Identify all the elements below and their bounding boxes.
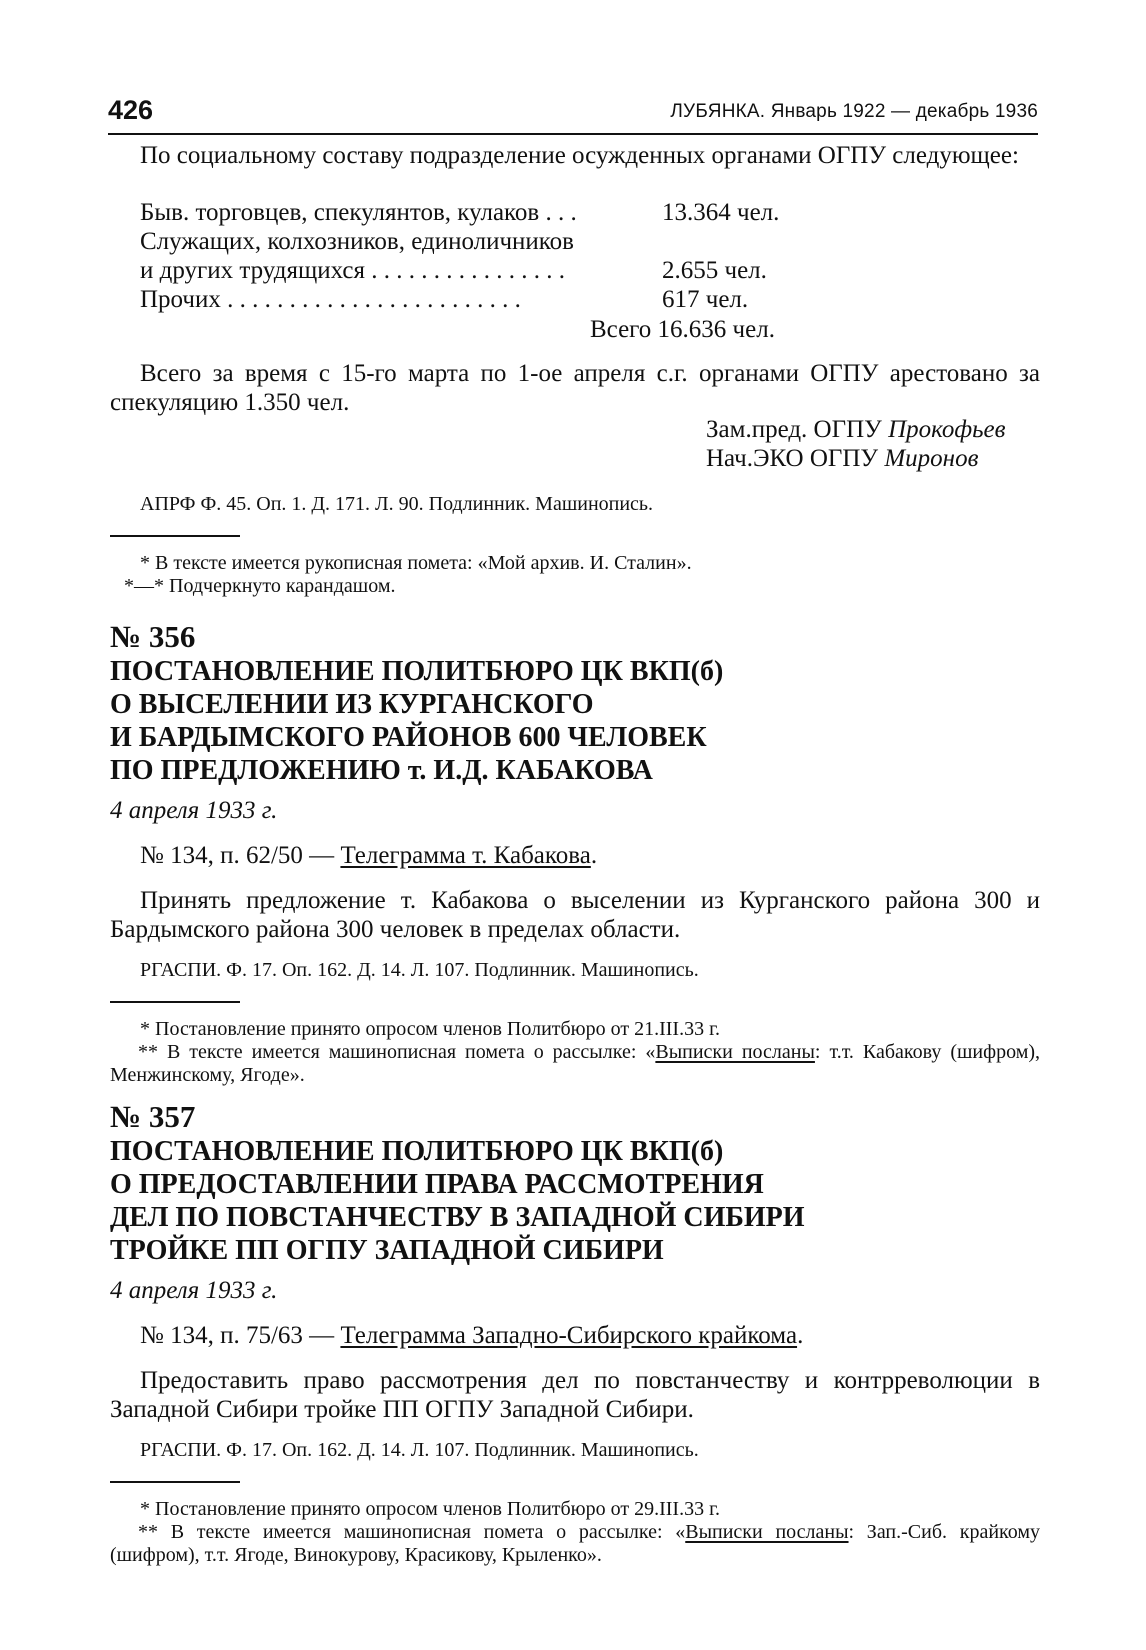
footnote [110,1521,1040,1567]
archive-source: АПРФ Ф. 45. Оп. 1. Д. 171. Л. 90. Подлинник. Машинопись. [140,493,654,515]
list-item [140,198,780,227]
footnote-text: ** В тексте имеется машинописная помета о рассылке: « [138,1521,686,1543]
title-line: О ВЫСЕЛЕНИИ ИЗ КУРГАНСКОГО [110,689,594,720]
signature-name: Миронов [884,445,979,472]
signature-position: Зам.пред. ОГПУ [706,416,882,443]
document-number: № 356 [110,619,196,654]
signature-name: Прокофьев [888,416,1006,443]
footnote-divider [110,1001,240,1003]
list-item-value: 2.655 чел. [662,257,767,284]
page-header [108,95,1038,135]
title-line: И БАРДЫМСКОГО РАЙОНОВ 600 ЧЕЛОВЕК [110,722,707,753]
list-item [140,227,780,256]
list-item-value: 617 чел. [662,286,749,313]
reference-number: № 134, п. 75/63 — [140,1322,341,1349]
signature-line [706,415,1005,444]
running-title: ЛУБЯНКА. Январь 1922 — декабрь 1936 [670,101,1038,122]
list-item-label: Служащих, колхозников, единоличников [140,228,574,255]
protocol-reference [140,1321,803,1350]
telegram-reference: Телеграмма Западно-Сибирского крайкома [340,1322,798,1349]
footnote-divider [110,535,240,537]
footnote: * В тексте имеется рукописная помета: «Мой архив. И. Сталин». [140,552,692,574]
footnote: *—* Подчеркнуто карандашом. [124,575,396,597]
list-item-value: 13.364 чел. [662,199,780,226]
title-line: ДЕЛ ПО ПОВСТАНЧЕСТВУ В ЗАПАДНОЙ СИБИРИ [110,1202,805,1233]
title-line: ПО ПРЕДЛОЖЕНИЮ т. И.Д. КАБАКОВА [110,755,653,786]
document-title [110,1135,1040,1267]
title-line: ПОСТАНОВЛЕНИЕ ПОЛИТБЮРО ЦК ВКП(б) [110,656,724,687]
document-number: № 357 [110,1099,196,1134]
page-number: 426 [108,95,154,125]
list-item [140,256,780,285]
leader-dots: . . . . . . . . . . . . . . . . . . . . . . . . [227,286,521,313]
telegram-reference: Телеграмма т. Кабакова [340,842,591,869]
title-line: ТРОЙКЕ ПП ОГПУ ЗАПАДНОЙ СИБИРИ [110,1235,664,1266]
footnote-underlined: Выписки посланы [655,1041,815,1063]
footnote-underlined: Выписки посланы [685,1521,849,1543]
title-line: О ПРЕДОСТАВЛЕНИИ ПРАВА РАССМОТРЕНИЯ [110,1169,764,1200]
intro-paragraph: По социальному составу подразделение осужденных органами ОГПУ следующее: [140,142,1019,169]
arrests-paragraph: Всего за время с 15-го марта по 1-ое апреля с.г. органами ОГПУ арестовано за спекуляцию 1.350 чел. [110,360,1040,416]
footnote-text: ** В тексте имеется машинописная помета о рассылке: « [138,1041,656,1063]
total-line: Всего 16.636 чел. [590,316,775,343]
resolution-text: Принять предложение т. Кабакова о выселении из Курганского района 300 и Бардымского района 300 человек в пределах области. [110,887,1040,943]
reference-end: . [590,842,598,869]
footnote: * Постановление принято опросом членов Политбюро от 29.III.33 г. [140,1498,721,1520]
footnote-text: : Зап.-Сиб. крайкому (шифром), т.т. Ягоде, Винокурову, Красикову, Крыленко». [110,1521,1041,1566]
reference-number: № 134, п. 62/50 — [140,842,341,869]
footnote [110,1041,1040,1087]
list-item-label: Прочих [140,286,221,313]
footnote-divider [110,1481,240,1483]
archive-source: РГАСПИ. Ф. 17. Оп. 162. Д. 14. Л. 107. Подлинник. Машинопись. [140,959,699,981]
document-date: 4 апреля 1933 г. [110,797,278,824]
protocol-reference [140,841,597,870]
list-item [140,285,780,314]
title-line: ПОСТАНОВЛЕНИЕ ПОЛИТБЮРО ЦК ВКП(б) [110,1136,724,1167]
document-date: 4 апреля 1933 г. [110,1277,278,1304]
signature-position: Нач.ЭКО ОГПУ [706,445,879,472]
leader-dots: . . . . . . . . . . . . . . . . [371,257,565,284]
list-item-label: и других трудящихся [140,257,365,284]
signature-line [706,444,978,473]
resolution-text: Предоставить право рассмотрения дел по повстанчеству и контрреволюции в Западной Сибири тройке ПП ОГПУ Западной Сибири. [110,1367,1040,1423]
footnote-text: : т.т. Кабакову (шифром), Менжинскому, Ягоде». [110,1041,1041,1086]
reference-end: . [797,1322,804,1349]
archive-source: РГАСПИ. Ф. 17. Оп. 162. Д. 14. Л. 107. Подлинник. Машинопись. [140,1439,699,1461]
document-title [110,655,1040,787]
list-item-label: Быв. торговцев, спекулянтов, кулаков [140,199,540,226]
leader-dots: . . . [545,199,577,226]
footnote: * Постановление принято опросом членов Политбюро от 21.III.33 г. [140,1018,721,1040]
